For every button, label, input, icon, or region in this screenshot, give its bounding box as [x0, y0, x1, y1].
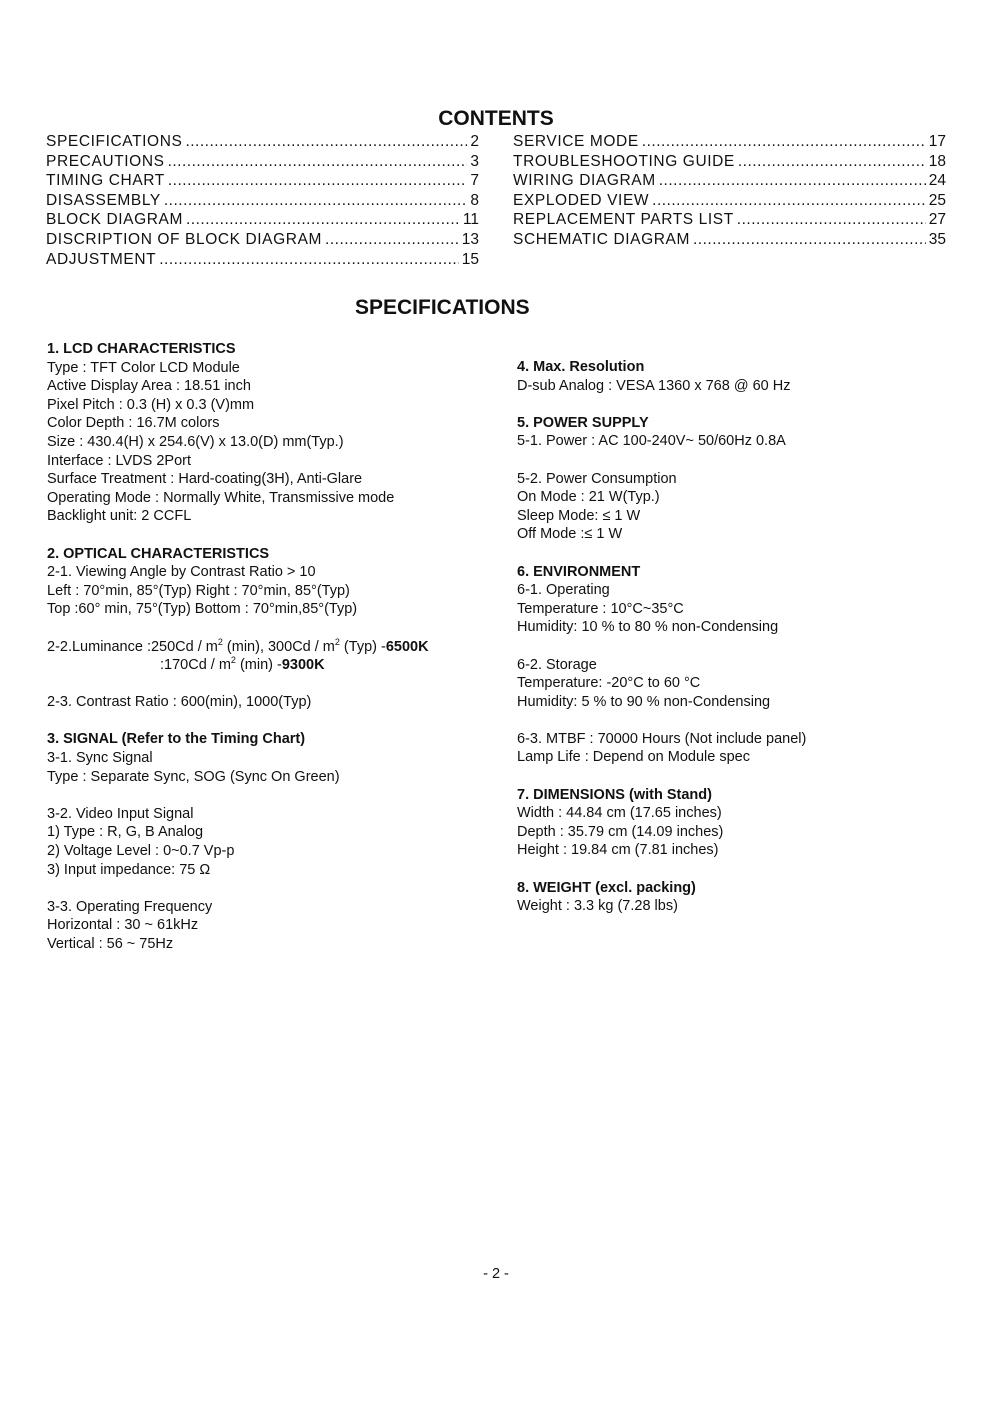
spec-line: Surface Treatment : Hard-coating(3H), Anti-Glare [47, 471, 363, 488]
spec-line: Type : Separate Sync, SOG (Sync On Green) [47, 768, 340, 785]
toc-entry-page: 3 [470, 152, 479, 170]
spec-line: Backlight unit: 2 CCFL [47, 508, 192, 525]
spec-line: Vertical : 56 ~ 75Hz [47, 936, 174, 952]
toc-entry-label: ADJUSTMENT [46, 250, 157, 268]
toc-leader-dots [693, 230, 926, 250]
toc-entry [46, 250, 479, 270]
operating-frequency-lines [47, 898, 497, 954]
toc-right-column [513, 132, 946, 250]
spec-line: 3) Input impedance: 75 Ω [47, 861, 211, 878]
toc-leader-dots [186, 210, 460, 230]
spec-line: 6-1. Operating [517, 582, 610, 599]
mtbf-lines [517, 730, 957, 767]
spec-line: 6-2. Storage [517, 656, 597, 673]
spec-line: Temperature: -20°C to 60 °C [517, 675, 701, 692]
toc-entry-page: 24 [928, 172, 946, 190]
toc-entry-page: 11 [462, 211, 479, 229]
toc-entry-page: 7 [470, 172, 479, 190]
spec-line: Operating Mode : Normally White, Transmissive mode [47, 489, 395, 506]
toc-leader-dots [168, 171, 468, 191]
luminance-line-2: :170Cd / $m^2$ (min) -9300K [160, 655, 325, 674]
lcd-heading: 1. LCD CHARACTERISTICS [47, 341, 236, 357]
weight-heading: 8. WEIGHT (excl. packing) [517, 879, 696, 896]
toc-entry-page: 8 [470, 191, 479, 209]
toc-entry [513, 171, 946, 191]
env-operating-lines [517, 581, 957, 637]
toc-entry-page: 25 [928, 191, 946, 209]
spec-line: 3-2. Video Input Signal [47, 805, 194, 822]
spec-line: Humidity: 5 % to 90 % non-Condensing [517, 693, 771, 710]
spec-line: Depth : 35.79 cm (14.09 inches) [517, 823, 724, 840]
power-heading: 5. POWER SUPPLY [517, 414, 649, 431]
spec-line: 2-1. Viewing Angle by Contrast Ratio > 10 [47, 564, 316, 581]
spec-line: Size : 430.4(H) x 254.6(V) x 13.0(D) mm(Typ.) [47, 433, 344, 450]
toc-entry-page: 13 [461, 230, 479, 248]
spec-line: Interface : LVDS 2Port [47, 452, 191, 469]
toc-entry-label: TROUBLESHOOTING GUIDE [513, 152, 735, 170]
toc-entry [513, 191, 946, 211]
page-number: - 2 - [483, 1266, 509, 1282]
environment-heading: 6. ENVIRONMENT [517, 563, 641, 580]
spec-line: Type : TFT Color LCD Module [47, 359, 240, 376]
spec-line: Lamp Life : Depend on Module spec [517, 749, 750, 766]
toc-entry-label: PRECAUTIONS [46, 152, 165, 170]
toc-leader-dots [642, 132, 926, 152]
lcd-lines [47, 359, 497, 526]
toc-entry-label: BLOCK DIAGRAM [46, 211, 183, 229]
toc-leader-dots [652, 191, 926, 211]
toc-entry-page: 17 [928, 133, 946, 150]
resolution-lines [517, 377, 957, 396]
spec-line: 3-3. Operating Frequency [47, 898, 213, 915]
toc-entry-page: 35 [928, 230, 946, 248]
toc-entry-label: EXPLODED VIEW [513, 191, 650, 209]
weight-lines [517, 897, 957, 916]
spec-left-column [47, 340, 497, 954]
toc-entry [46, 230, 479, 250]
toc-leader-dots [738, 152, 926, 172]
luminance-line-1: 2-2.Luminance :250Cd / $m^2$ (min), $300Cd / m^2$ (Typ) -6500K [47, 636, 429, 655]
spec-line: Weight : 3.3 kg (7.28 lbs) [517, 898, 678, 915]
spec-line: Sleep Mode: ≤ 1 W [517, 507, 641, 524]
toc-leader-dots [325, 230, 459, 250]
toc-entry-page: 27 [928, 211, 946, 229]
toc-entry-label: SCHEMATIC DIAGRAM [513, 230, 690, 248]
toc-leader-dots [159, 250, 459, 270]
spec-line: 6-3. MTBF : 70000 Hours (Not include panel) [517, 730, 807, 747]
toc-entry [513, 230, 946, 250]
toc-entry [46, 132, 479, 152]
spec-line: Color Depth : 16.7M colors [47, 415, 220, 432]
toc-entry-label: REPLACEMENT PARTS LIST [513, 211, 734, 229]
contrast-ratio: 2-3. Contrast Ratio : 600(min), 1000(Typ) [47, 694, 312, 711]
toc-leader-dots [185, 132, 467, 152]
toc-left-column [46, 132, 479, 269]
toc-entry-label: SERVICE MODE [513, 133, 639, 150]
spec-line: 5-1. Power : AC 100-240V~ 50/60Hz 0.8A [517, 433, 786, 450]
spec-line: Left : 70°min, 85°(Typ) Right : 70°min, 85°(Typ) [47, 582, 350, 599]
power-lines [517, 432, 957, 451]
spec-line: Active Display Area : 18.51 inch [47, 378, 251, 395]
toc-entry [46, 210, 479, 230]
resolution-heading: 4. Max. Resolution [517, 359, 645, 375]
power-consumption-lines [517, 470, 957, 544]
viewing-angle-lines [47, 563, 497, 619]
toc-leader-dots [164, 191, 468, 211]
toc-entry-label: DISASSEMBLY [46, 191, 161, 209]
toc-entry [513, 210, 946, 230]
toc-entry-page: 2 [470, 133, 479, 150]
spec-line: Width : 44.84 cm (17.65 inches) [517, 805, 722, 822]
toc-entry [46, 191, 479, 211]
spec-line: Height : 19.84 cm (7.81 inches) [517, 842, 719, 859]
spec-line: 3-1. Sync Signal [47, 750, 153, 767]
signal-heading: 3. SIGNAL (Refer to the Timing Chart) [47, 731, 306, 748]
toc-leader-dots [659, 171, 926, 191]
specifications-title: SPECIFICATIONS [355, 296, 530, 319]
spec-line: Temperature : 10°C~35°C [517, 600, 684, 617]
toc-entry [513, 152, 946, 172]
spec-line: Pixel Pitch : 0.3 (H) x 0.3 (V)mm [47, 396, 255, 413]
spec-line: Horizontal : 30 ~ 61kHz [47, 917, 199, 934]
dimensions-heading: 7. DIMENSIONS (with Stand) [517, 786, 712, 803]
toc-entry-label: DISCRIPTION OF BLOCK DIAGRAM [46, 230, 323, 248]
contents-title: CONTENTS [438, 107, 554, 130]
toc-leader-dots [168, 152, 468, 172]
spec-line: On Mode : 21 W(Typ.) [517, 489, 660, 506]
spec-line: Top :60° min, 75°(Typ) Bottom : 70°min,85°(Typ) [47, 601, 358, 618]
toc-entry-label: SPECIFICATIONS [46, 133, 183, 150]
toc-entry-label: TIMING CHART [46, 172, 165, 190]
dimensions-lines [517, 804, 957, 860]
toc-entry-page: 18 [928, 152, 946, 170]
spec-line: 5-2. Power Consumption [517, 470, 677, 487]
toc-entry-page: 15 [461, 250, 479, 268]
video-input-lines [47, 805, 497, 879]
toc-entry-label: WIRING DIAGRAM [513, 172, 656, 190]
spec-line: 1) Type : R, G, B Analog [47, 824, 204, 841]
toc-leader-dots [737, 210, 926, 230]
spec-line: Off Mode :≤ 1 W [517, 526, 623, 543]
spec-line: Humidity: 10 % to 80 % non-Condensing [517, 619, 779, 636]
spec-right-column [517, 358, 957, 916]
optical-heading: 2. OPTICAL CHARACTERISTICS [47, 545, 270, 562]
spec-line: 2) Voltage Level : 0~0.7 Vp-p [47, 843, 235, 860]
toc-entry [46, 171, 479, 191]
toc-entry [46, 152, 479, 172]
spec-line: D-sub Analog : VESA 1360 x 768 @ 60 Hz [517, 377, 791, 394]
sync-signal-lines [47, 749, 497, 786]
toc-entry [513, 132, 946, 152]
env-storage-lines [517, 656, 957, 712]
